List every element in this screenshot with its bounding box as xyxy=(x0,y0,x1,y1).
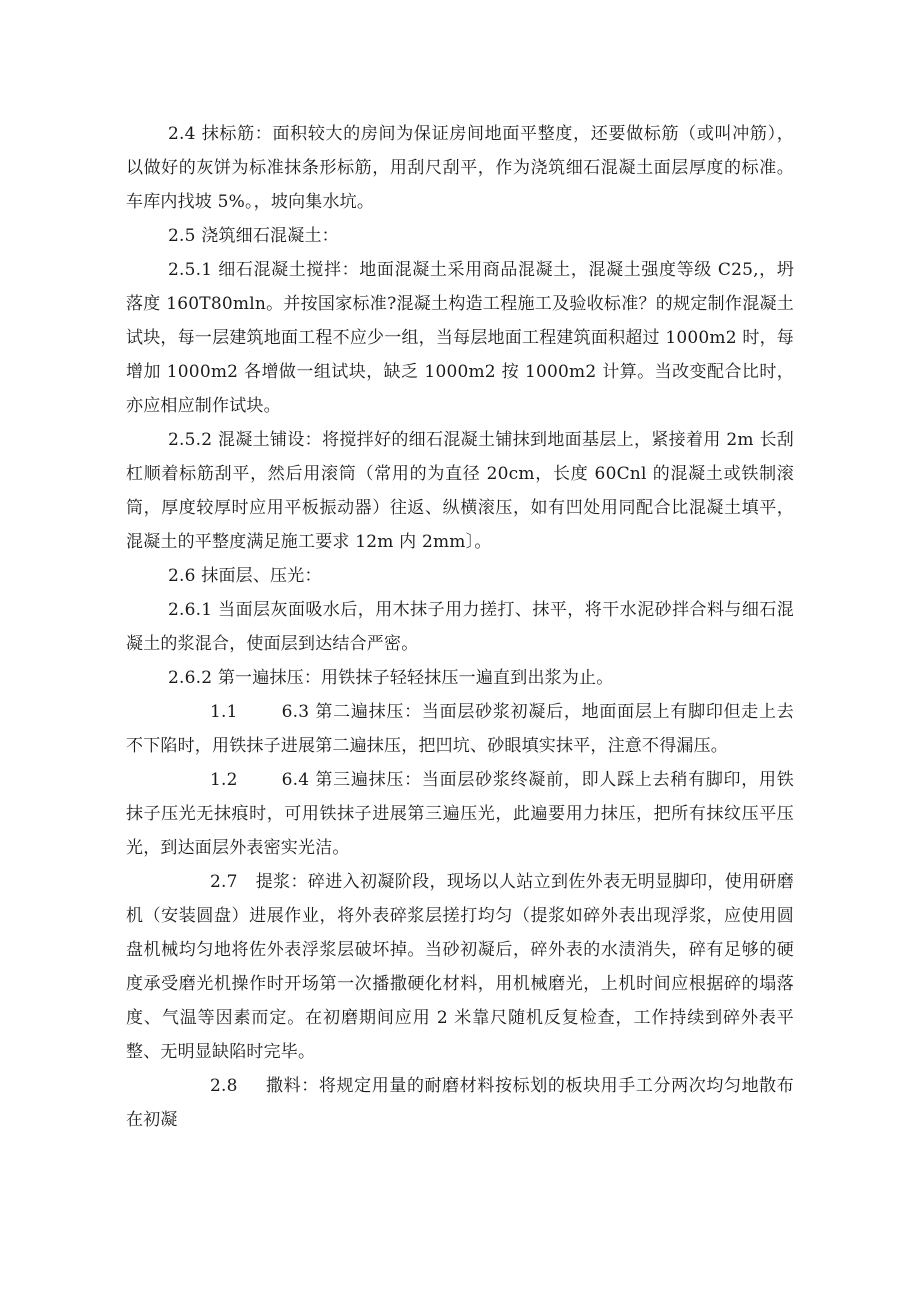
paragraph-2-7 xyxy=(126,865,794,1069)
list-number-1-1: 1.1 xyxy=(210,702,238,722)
paragraph-1-1 xyxy=(126,695,794,763)
document-body xyxy=(126,117,794,1137)
paragraph-1-2-text: 6.4 第三遍抹压：当面层砂浆终凝前，即人踩上去稍有脚印，用铁抹子压光无抹痕时，可用铁抹子进展第三遍压光，此遍要用力抹压，把所有抹纹压平压光，到达面层外表密实光洁。 xyxy=(126,770,794,858)
paragraph-2-8 xyxy=(126,1069,794,1137)
paragraph-2-8-text: 撒料：将规定用量的耐磨材料按标划的板块用手工分两次均匀地散布在初凝 xyxy=(126,1076,794,1130)
heading-2-5: 2.5 浇筑细石混凝土： xyxy=(168,226,339,246)
paragraph-2-5-2: 2.5.2 混凝土铺设：将搅拌好的细石混凝土铺抹到地面基层上，紧接着用 2m 长刮杠顺着标筋刮平，然后用滚筒（常用的为直径 20cm，长度 60Cnl 的混凝土或铁制滚筒，厚度较厚时应用平板振动器）往返、纵横滚压，如有凹处用同配合比混凝土填平，混凝土的平整度满足施工要求 12m 内 2mm〕。 xyxy=(126,430,794,552)
heading-2-6: 2.6 抹面层、压光： xyxy=(168,566,322,586)
list-number-2-8: 2.8 xyxy=(210,1076,238,1096)
list-number-2-7: 2.7 xyxy=(210,872,238,892)
paragraph-2-6-1: 2.6.1 当面层灰面吸水后，用木抹子用力搓打、抹平，将干水泥砂拌合料与细石混凝土的浆混合，使面层到达结合严密。 xyxy=(126,600,794,654)
paragraph-2-4: 2.4 抹标筋：面积较大的房间为保证房间地面平整度，还要做标筋（或叫冲筋），以做好的灰饼为标准抹条形标筋，用刮尺刮平，作为浇筑细石混凝土面层厚度的标准。车库内找坡 5%。，坡向集水坑。 xyxy=(126,124,794,212)
paragraph-2-5-1: 2.5.1 细石混凝土搅拌：地面混凝土采用商品混凝土，混凝土强度等级 C25,，坍落度 160T80mln。并按国家标准?混凝土构造工程施工及验收标准？的规定制作混凝土试块，每一层建筑地面工程不应少一组，当每层地面工程建筑面积超过 1000m2 时，每增加 1000m2 各增做一组试块，缺乏 1000m2 按 1000m2 计算。当改变配合比时，亦应相应制作试块。 xyxy=(126,260,794,416)
paragraph-1-1-text: 6.3 第二遍抹压：当面层砂浆初凝后，地面面层上有脚印但走上去不下陷时，用铁抹子进展第二遍抹压，把凹坑、砂眼填实抹平，注意不得漏压。 xyxy=(126,702,794,756)
paragraph-1-2 xyxy=(126,763,794,865)
paragraph-2-6-2: 2.6.2 第一遍抹压：用铁抹子轻轻抹压一遍直到出浆为止。 xyxy=(168,668,614,688)
paragraph-2-7-text: 提浆：碎进入初凝阶段，现场以人站立到佐外表无明显脚印，使用研磨机（安装圆盘）进展作业，将外表碎浆层搓打均匀（提浆如碎外表出现浮浆，应使用圆盘机械均匀地将佐外表浮浆层破坏掉。当砂初凝后，碎外表的水渍消失，碎有足够的硬度承受磨光机操作时开场第一次播撒硬化材料，用机械磨光，上机时间应根据碎的塌落度、气温等因素而定。在初磨期间应用 2 米靠尺随机反复检查，工作持续到碎外表平整、无明显缺陷时完毕。 xyxy=(126,872,794,1062)
list-number-1-2: 1.2 xyxy=(210,770,238,790)
